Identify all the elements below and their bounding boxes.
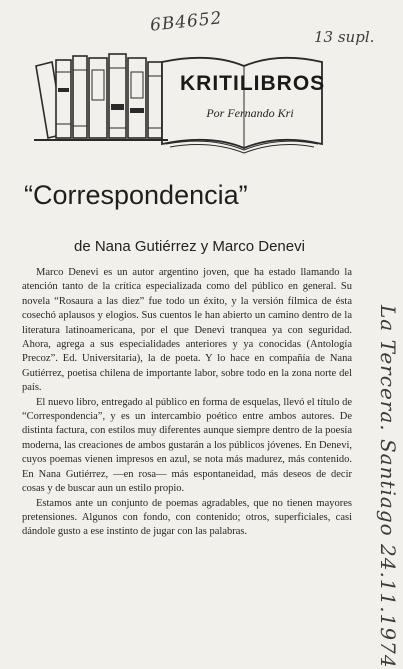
handwritten-source-note: La Tercera. Santiago 24.11.1974 [376, 305, 400, 669]
handwritten-page-note: 13 supl. [314, 28, 375, 46]
article-paragraph: Marco Denevi es un autor argentino joven, que ha estado llamando la atención tanto de la crítica especializada como del público en general. Su novela “Rosaura a las diez” fue todo un éxito, y la versión fílmica de ésta cosechó aplausos y elogios. Sus cuentos le han abierto un camino dentro de la literatura latinoamericana, por el que Denevi tranquea ya con seguridad. Ahora, agrega a sus especialidades anteriores y ya conocidas (Antología Precoz”. Ed. Universitaria), la de poeta. Y lo hace en compañía de Nana Gutiérrez, poetisa chilena de importante labor, sobre todo en la zona norte del país. [22, 267, 352, 394]
books-illustration [30, 48, 325, 158]
section-title: KRITILIBROS [180, 72, 326, 95]
column-header [30, 48, 325, 158]
article-headline: “Correspondencia” [24, 180, 248, 210]
handwritten-catalog-number: 6B4652 [149, 8, 224, 36]
article-authors: de Nana Gutiérrez y Marco Denevi [74, 238, 305, 255]
article-paragraph: Estamos ante un conjunto de poemas agradables, que no tienen mayores pretensiones. Algunos con fondo, con contenido; otros, superficiales, casi dándole gusto a ese instinto de jugar con las palabras. [22, 497, 352, 538]
article-paragraph: El nuevo libro, entregado al público en forma de esquelas, llevó el título de “Correspondencia”, y es un intercambio poético entre ambos autores. De distinta factura, con estilos muy diferentes aunque siempre dentro de la poesía moderna, las creaciones de ambos gustarán a los públicos jóvenes. En Denevi, cuyos poemas vienen impresos en azul, se nota más madurez, más contenido. En Nana Gutiérrez, —en rosa— más espontaneidad, más deseos de decir cosas y de buscar aun un estilo propio. [22, 396, 352, 495]
section-byline: Por Fernando Kri [206, 106, 294, 120]
article-body [22, 266, 352, 540]
